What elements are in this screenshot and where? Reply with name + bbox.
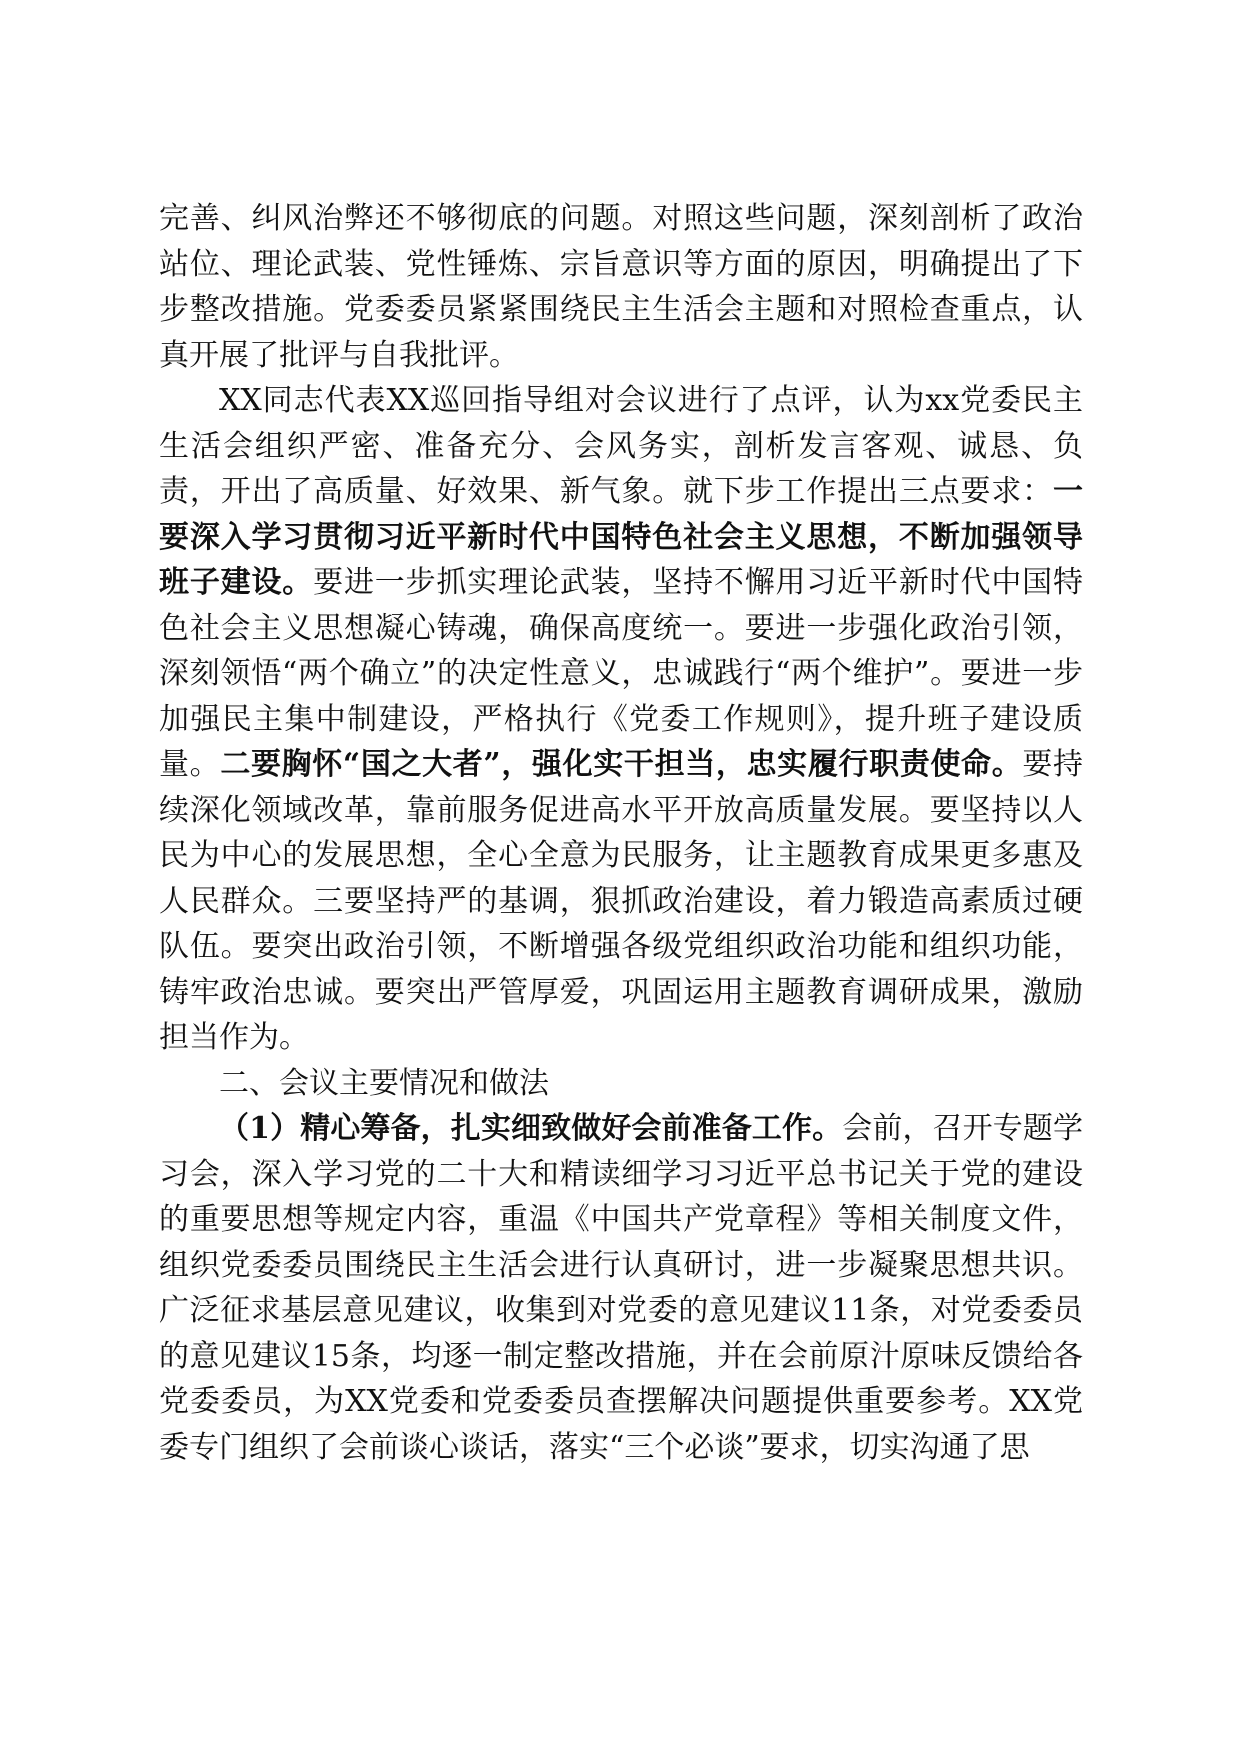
section-heading [159,1061,1083,1107]
document-page [159,196,1083,1470]
paragraph-text: 要持续深化领域改革，靠前服务促进高水平开放高质量发展。要坚持以人民为中心的发展思想，全心全意为民服务，让主题教育成果更多惠及人民群众。三要坚持严的基调，狠抓政治建设，着力锻造高素质过硬队伍。要突出政治引领，不断增强各级党组织政治功能和组织功能，铸牢政治忠诚。要突出严管厚爱，巩固运用主题教育调研成果，激励担当作为。 [159,747,1084,1055]
paragraph-preparation [159,1106,1083,1470]
requirement-one-heading: 一要深入学习贯彻习近平新时代中国特色社会主义思想，不断加强领导班子建设。 [159,474,1083,600]
requirement-two-heading: 二要胸怀“国之大者”，强化实干担当，忠实履行职责使命。 [220,747,1023,782]
paragraph-text: 完善、纠风治弊还不够彻底的问题。对照这些问题，深刻剖析了政治站位、理论武装、党性锤炼、宗旨意识等方面的原因，明确提出了下步整改措施。党委委员紧紧围绕民主生活会主题和对照检查重点，认真开展了批评与自我批评。 [159,201,1083,373]
paragraph-continuation [159,196,1083,378]
paragraph-review-remarks [159,378,1083,1061]
paragraph-text: 会前，召开专题学习会，深入学习党的二十大和精读细学习习近平总书记关于党的建设的重要思想等规定内容，重温《中国共产党章程》等相关制度文件，组织党委委员围绕民主生活会进行认真研讨，进一步凝聚思想共识。广泛征求基层意见建议，收集到对党委的意见建议11条，对党委委员的意见建议15条，均逐一制定整改措施，并在会前原汁原味反馈给各党委委员，为XX党委和党委委员查摆解决问题提供重要参考。XX党委专门组织了会前谈心谈话，落实“三个必谈”要求，切实沟通了思 [159,1111,1083,1465]
subsection-heading: （1）精心筹备，扎实细致做好会前准备工作。 [219,1111,843,1146]
section-heading-text: 二、会议主要情况和做法 [219,1065,549,1101]
paragraph-text: XX同志代表XX巡回指导组对会议进行了点评，认为xx党委民主生活会组织严密、准备充分、会风务实，剖析发言客观、诚恳、负责，开出了高质量、好效果、新气象。就下步工作提出三点要求： [159,383,1083,509]
paragraph-text: 要进一步抓实理论武装，坚持不懈用习近平新时代中国特色社会主义思想凝心铸魂，确保高度统一。要进一步强化政治引领，深刻领悟“两个确立”的决定性意义，忠诚践行“两个维护”。要进一步加强民主集中制建设，严格执行《党委工作规则》，提升班子建设质量。 [159,565,1084,782]
